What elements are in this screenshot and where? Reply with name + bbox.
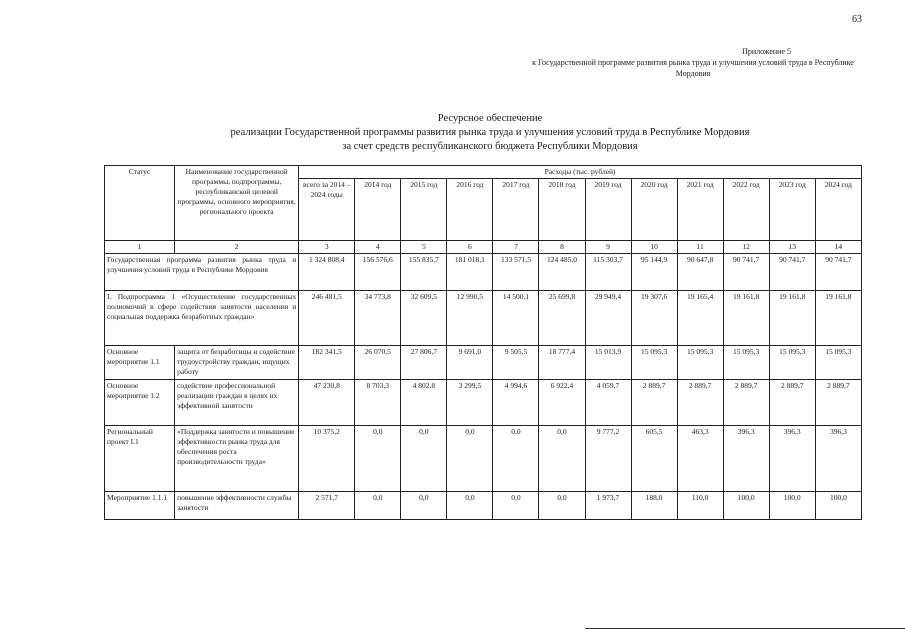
header-year: 2020 год xyxy=(631,179,677,241)
cell-value: 100,0 xyxy=(815,492,861,520)
cell-value: 155 835,7 xyxy=(401,254,447,291)
column-number: 9 xyxy=(585,241,631,254)
cell-value: 0,0 xyxy=(539,426,585,492)
table-row-event-1-1-1 xyxy=(105,492,862,520)
appendix-text: к Государственной программе развития рынка труда и улучшения условий труда в Республике Мордовия xyxy=(532,58,854,78)
column-number: 12 xyxy=(723,241,769,254)
cell-value: 0,0 xyxy=(447,492,493,520)
header-year: 2014 год xyxy=(355,179,401,241)
table-row-regional-project xyxy=(105,426,862,492)
cell-value: 115 303,7 xyxy=(585,254,631,291)
cell-value: 19 165,4 xyxy=(677,291,723,346)
header-expenses: Расходы (тыс. рублей) xyxy=(299,166,862,179)
cell-value: 0,0 xyxy=(401,492,447,520)
cell-value: 2 889,7 xyxy=(677,380,723,426)
cell-value: 188,0 xyxy=(631,492,677,520)
page-number: 63 xyxy=(852,14,862,25)
cell-value: 15 095,3 xyxy=(815,346,861,380)
heading-title: Ресурсное обеспечение xyxy=(437,113,543,124)
cell-value: 0,0 xyxy=(493,426,539,492)
heading-subtitle-1: реализации Государственной программы развития рынка труда и улучшения условий труда в Республике Мордовия xyxy=(230,127,750,138)
resource-table xyxy=(104,165,862,520)
header-year: 2021 год xyxy=(677,179,723,241)
cell-value: 463,3 xyxy=(677,426,723,492)
cell-value: 4 059,7 xyxy=(585,380,631,426)
appendix-title: Приложение 5 xyxy=(742,47,791,56)
cell-value: 9 777,2 xyxy=(585,426,631,492)
row-status: Основное мероприятие 1.1 xyxy=(105,346,175,380)
header-year: 2024 год xyxy=(815,179,861,241)
table-row-measure-1-1 xyxy=(105,346,862,380)
row-name: повышение эффективности службы занятости xyxy=(175,492,299,520)
column-number: 2 xyxy=(175,241,299,254)
cell-value: 47 230,8 xyxy=(299,380,355,426)
column-number: 6 xyxy=(447,241,493,254)
cell-value: 2 889,7 xyxy=(631,380,677,426)
cell-value: 8 703,3 xyxy=(355,380,401,426)
cell-value: 110,0 xyxy=(677,492,723,520)
cell-value: 1 324 808,4 xyxy=(299,254,355,291)
cell-value: 156 576,6 xyxy=(355,254,401,291)
cell-value: 0,0 xyxy=(447,426,493,492)
cell-value: 26 070,5 xyxy=(355,346,401,380)
cell-value: 90 741,7 xyxy=(815,254,861,291)
table-row-program xyxy=(105,254,862,291)
cell-value: 9 691,0 xyxy=(447,346,493,380)
cell-value: 0,0 xyxy=(539,492,585,520)
cell-value: 0,0 xyxy=(493,492,539,520)
column-number: 5 xyxy=(401,241,447,254)
header-status: Статус xyxy=(105,166,175,241)
cell-value: 2 889,7 xyxy=(723,380,769,426)
cell-value: 32 609,5 xyxy=(401,291,447,346)
cell-value: 100,0 xyxy=(723,492,769,520)
row-name: защита от безработицы и содействие трудоустройству граждан, ищущих работу xyxy=(175,346,299,380)
cell-value: 0,0 xyxy=(355,426,401,492)
cell-value: 2 889,7 xyxy=(769,380,815,426)
row-status: Региональный проект I.1 xyxy=(105,426,175,492)
cell-value: 15 095,3 xyxy=(769,346,815,380)
cell-value: 124 485,0 xyxy=(539,254,585,291)
header-year: 2019 год xyxy=(585,179,631,241)
cell-value: 15 013,9 xyxy=(585,346,631,380)
column-number: 8 xyxy=(539,241,585,254)
row-status: Мероприятие 1.1.1 xyxy=(105,492,175,520)
document-heading xyxy=(140,112,840,154)
cell-value: 90 647,8 xyxy=(677,254,723,291)
cell-value: 25 699,8 xyxy=(539,291,585,346)
column-number: 1 xyxy=(105,241,175,254)
cell-value: 18 777,4 xyxy=(539,346,585,380)
cell-value: 605,5 xyxy=(631,426,677,492)
cell-value: 0,0 xyxy=(401,426,447,492)
cell-value: 90 741,7 xyxy=(769,254,815,291)
cell-value: 100,0 xyxy=(769,492,815,520)
column-number: 7 xyxy=(493,241,539,254)
cell-value: 2 889,7 xyxy=(815,380,861,426)
cell-value: 29 949,4 xyxy=(585,291,631,346)
row-status: Основное мероприятие 1.2 xyxy=(105,380,175,426)
cell-value: 34 773,8 xyxy=(355,291,401,346)
cell-value: 9 505,5 xyxy=(493,346,539,380)
header-year: 2023 год xyxy=(769,179,815,241)
column-number: 3 xyxy=(299,241,355,254)
appendix-note xyxy=(523,46,863,79)
cell-value: 19 161,8 xyxy=(723,291,769,346)
cell-value: 15 095,3 xyxy=(677,346,723,380)
header-row-1 xyxy=(105,166,862,179)
cell-value: 14 500,1 xyxy=(493,291,539,346)
row-name: «Поддержка занятости и повышение эффективности рынка труда для обеспечения роста производительности труда» xyxy=(175,426,299,492)
cell-value: 182 341,5 xyxy=(299,346,355,380)
cell-value: 2 571,7 xyxy=(299,492,355,520)
header-year: 2018 год xyxy=(539,179,585,241)
cell-value: 6 922,4 xyxy=(539,380,585,426)
cell-value: 19 307,6 xyxy=(631,291,677,346)
cell-value: 15 095,3 xyxy=(723,346,769,380)
cell-value: 396,3 xyxy=(723,426,769,492)
header-year: 2017 год xyxy=(493,179,539,241)
header-year: 2022 год xyxy=(723,179,769,241)
column-number: 10 xyxy=(631,241,677,254)
table-row-measure-1-2 xyxy=(105,380,862,426)
cell-value: 15 095,3 xyxy=(631,346,677,380)
header-year: 2016 год xyxy=(447,179,493,241)
column-number: 14 xyxy=(815,241,861,254)
row-name: содействие профессиональной реализации граждан в целях их эффективной занятости xyxy=(175,380,299,426)
cell-value: 10 375,2 xyxy=(299,426,355,492)
header-year: 2015 год xyxy=(401,179,447,241)
cell-value: 19 161,8 xyxy=(815,291,861,346)
cell-value: 19 161,8 xyxy=(769,291,815,346)
cell-value: 396,3 xyxy=(769,426,815,492)
heading-subtitle-2: за счет средств республиканского бюджета Республики Мордовия xyxy=(342,141,638,152)
cell-value: 246 481,5 xyxy=(299,291,355,346)
scan-edge-line xyxy=(585,628,905,629)
column-number-row xyxy=(105,241,862,254)
cell-value: 90 741,7 xyxy=(723,254,769,291)
column-number: 4 xyxy=(355,241,401,254)
cell-value: 1 973,7 xyxy=(585,492,631,520)
cell-value: 95 144,9 xyxy=(631,254,677,291)
header-year: всего за 2014 – 2024 годы xyxy=(299,179,355,241)
row-label: I. Подпрограмма 1 «Осуществление государственных полномочий в сфере содействия занятости населения и социальная поддержка безработных граждан» xyxy=(105,291,299,346)
cell-value: 12 990,5 xyxy=(447,291,493,346)
cell-value: 133 571,5 xyxy=(493,254,539,291)
row-label: Государственная программа развития рынка труда и улучшения условий труда в Республике Мордовия xyxy=(105,254,299,291)
table-row-subprogram xyxy=(105,291,862,346)
cell-value: 3 299,5 xyxy=(447,380,493,426)
cell-value: 4 802,8 xyxy=(401,380,447,426)
header-name: Наименование государственной программы, подпрограммы, республиканской целевой программы, основного мероприятия, регионального проекта xyxy=(175,166,299,241)
cell-value: 27 806,7 xyxy=(401,346,447,380)
cell-value: 4 994,6 xyxy=(493,380,539,426)
column-number: 13 xyxy=(769,241,815,254)
column-number: 11 xyxy=(677,241,723,254)
cell-value: 181 018,1 xyxy=(447,254,493,291)
cell-value: 0,0 xyxy=(355,492,401,520)
cell-value: 396,3 xyxy=(815,426,861,492)
